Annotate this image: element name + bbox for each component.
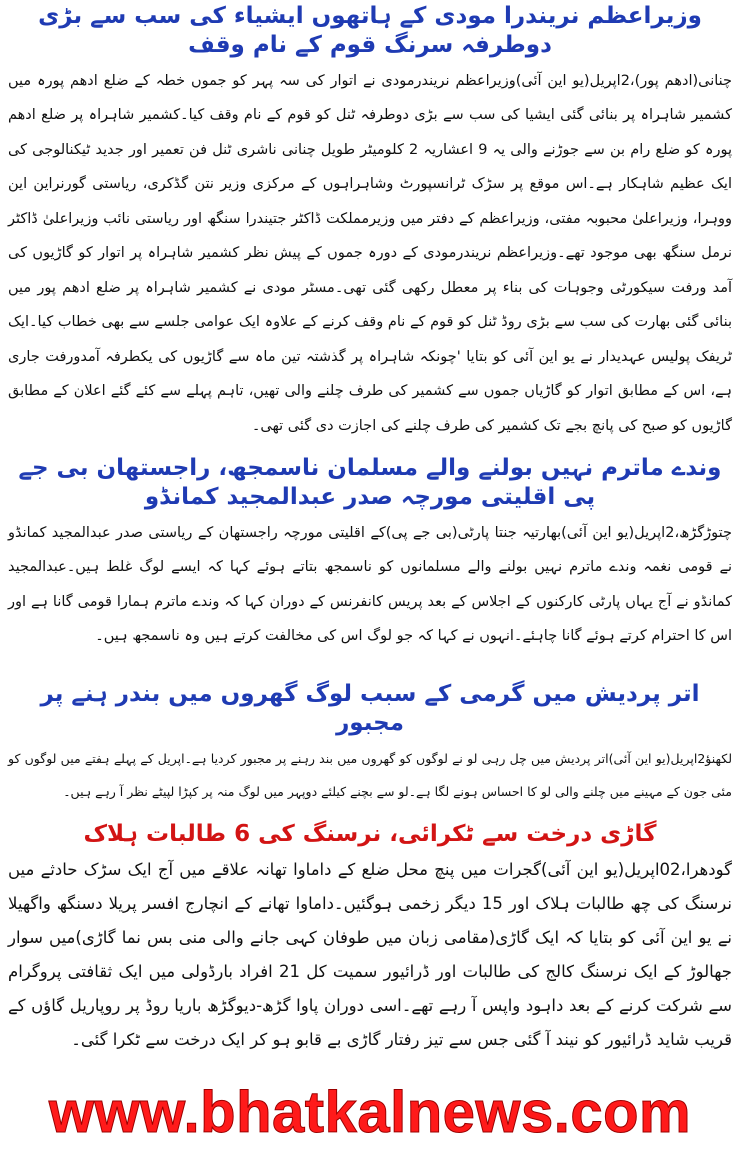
site-url-link[interactable]: www.bhatkalnews.com [48, 1080, 692, 1145]
article-vande-mataram [8, 454, 732, 678]
article-modi-tunnel [8, 2, 732, 452]
body-vande-mataram: چتوڑگڑھ،2اپریل(یو این آئی)بھارتیہ جنتا پارٹی(بی جے پی)کے اقلیتی مورچہ راجستھان کے ریاستی صدر عبدالمجید کمانڈو نے قومی نغمہ وندے ماترم نہیں بولنے والے مسلمانوں کو ناسمجھ بتاتے ہوئے کہا کہ ایسے لوگ غلط ہیں۔عبدالمجید کمانڈو نے آج یہاں پارٹی کارکنوں کے اجلاس کے بعد پریس کانفرنس کے دوران کہا کہ وندے ماترم ہمارا قومی گانا ہے اور اس کا احترام کرتے ہوئے گانا چاہئے۔انہوں نے کہا کہ جو لوگ اس کی مخالفت کرتے ہیں وہ ناسمجھ ہیں۔ [8, 524, 732, 645]
article-up-heat [8, 680, 732, 818]
headline-up-heat: اتر پردیش میں گرمی کے سبب لوگ گھروں میں بندر ہنے پر مجبور [40, 681, 700, 736]
headline-vande-mataram: وندے ماترم نہیں بولنے والے مسلمان ناسمجھ، راجستھان بی جے پی اقلیتی مورچہ صدر عبدالمجید کمانڈو [18, 455, 722, 510]
article-nursing-accident [8, 820, 732, 1060]
body-up-heat: لکھنؤ2اپریل(یو این آئی)اتر پردیش میں چل رہی لو نے لوگوں کو گھروں میں بند رہنے پر مجبور کردیا ہے۔اپریل کے پہلے ہفتے میں لوگوں کو مئی جون کے مہینے میں چلنے والی لو کا احساس ہونے لگا ہے۔لو سے بچنے کیلئے دوپہر میں لوگ منہ پر کپڑا لپیٹے نظر آ رہے ہیں۔ [8, 750, 732, 799]
body-modi-tunnel: چنانی(ادھم پور)،2اپریل(یو این آئی)وزیراعظم نریندرمودی نے اتوار کی سہ پہر کو جموں خطہ کے ضلع ادھم پورہ میں کشمیر شاہراہ پر بنائی گئی ایشیا کی سب سے بڑی دوطرفہ ٹنل کو قوم کے نام وقف کیا۔کشمیر شاہراہ پر ضلع ادھم پورہ کو ضلع رام بن سے جوڑنے والی یہ 9 اعشاریہ 2 کلومیٹر طویل چنانی ناشری ٹنل فن تعمیر اور جدید ٹیکنالوجی کی ایک عظیم شاہکار ہے۔اس موقع پر سڑک ٹرانسپورٹ وشاہراہوں کے مرکزی وزیر نتن گڈکری، ریاستی گورنراین این ووہرا، وزیراعلیٰ محبوبہ مفتی، وزیراعظم کے دفتر میں وزیرمملکت ڈاکٹر جتیندرا سنگھ اور ریاستی نائب وزیراعلیٰ ڈاکٹر نرمل سنگھ بھی موجود تھے۔وزیراعظم نریندرمودی کے دورہ جموں کے پیش نظر کشمیر شاہراہ پر اتوار کو گاڑیوں کی آمد ورفت سیکورٹی وجوہات کی بناء پر معطل رکھی گئی تھی۔مسٹر مودی نے کشمیر شاہراہ پر ضلع ادھم پور میں بنائی گئی بھارت کی سب سے بڑی روڈ ٹنل کو قوم کے نام وقف کرنے کے علاوہ ایک عوامی جلسے سے بھی خطاب کیا۔ایک ٹریفک پولیس عہدیدار نے یو این آئی کو بتایا 'چونکہ شاہراہ پر گذشتہ تین ماہ سے گاڑیوں کی یکطرفہ آمدورفت جاری ہے، اس کے مطابق اتوار کو گاڑیاں جموں سے کشمیر کی طرف چلنے والی تھیں، تاہم پہلے سے کئے گئے اعلان کے مطابق گاڑیوں کو صبح کی پانچ بجے تک کشمیر کی طرف چلنے کی اجازت دی گئی تھی۔ [8, 72, 733, 434]
footer-banner [0, 1078, 740, 1148]
body-nursing-accident: گودھرا،02اپریل(یو این آئی)گجرات میں پنچ محل ضلع کے داماوا تھانہ علاقے میں آج ایک سڑک حادثے میں نرسنگ کی چھ طالبات ہلاک اور 15 دیگر زخمی ہوگئیں۔داماوا تھانے کے انچارج افسر پریلا دسنگھ واگھیلا نے یو این آئی کو بتایا کہ ایک گاڑی(مقامی زبان میں طوفان کہی جانے والی منی بس نما گاڑی)میں سوار جھالوڑ کے ایک نرسنگ کالج کی طالبات اور ڈرائیور سمیت کل 21 افراد بارڈولی میں ایک ثقافتی پروگرام سے شرکت کرنے کے بعد داہود واپس آ رہے تھے۔اسی دوران پاوا گڑھ-دیوگڑھ باریا روڈ پر روپاریل گاؤں کے قریب شاید ڈرائیور کو نیند آ گئی جس سے تیز رفتار گاڑی بے قابو ہو کر ایک درخت سے ٹکرا گئی۔ [8, 859, 733, 1049]
headline-modi-tunnel: وزیراعظم نریندرا مودی کے ہاتھوں ایشیاء کی سب سے بڑی دوطرفہ سرنگ قوم کے نام وقف [38, 3, 702, 58]
headline-nursing-accident: گاڑی درخت سے ٹکرائی، نرسنگ کی 6 طالبات ہلاک [83, 821, 657, 847]
